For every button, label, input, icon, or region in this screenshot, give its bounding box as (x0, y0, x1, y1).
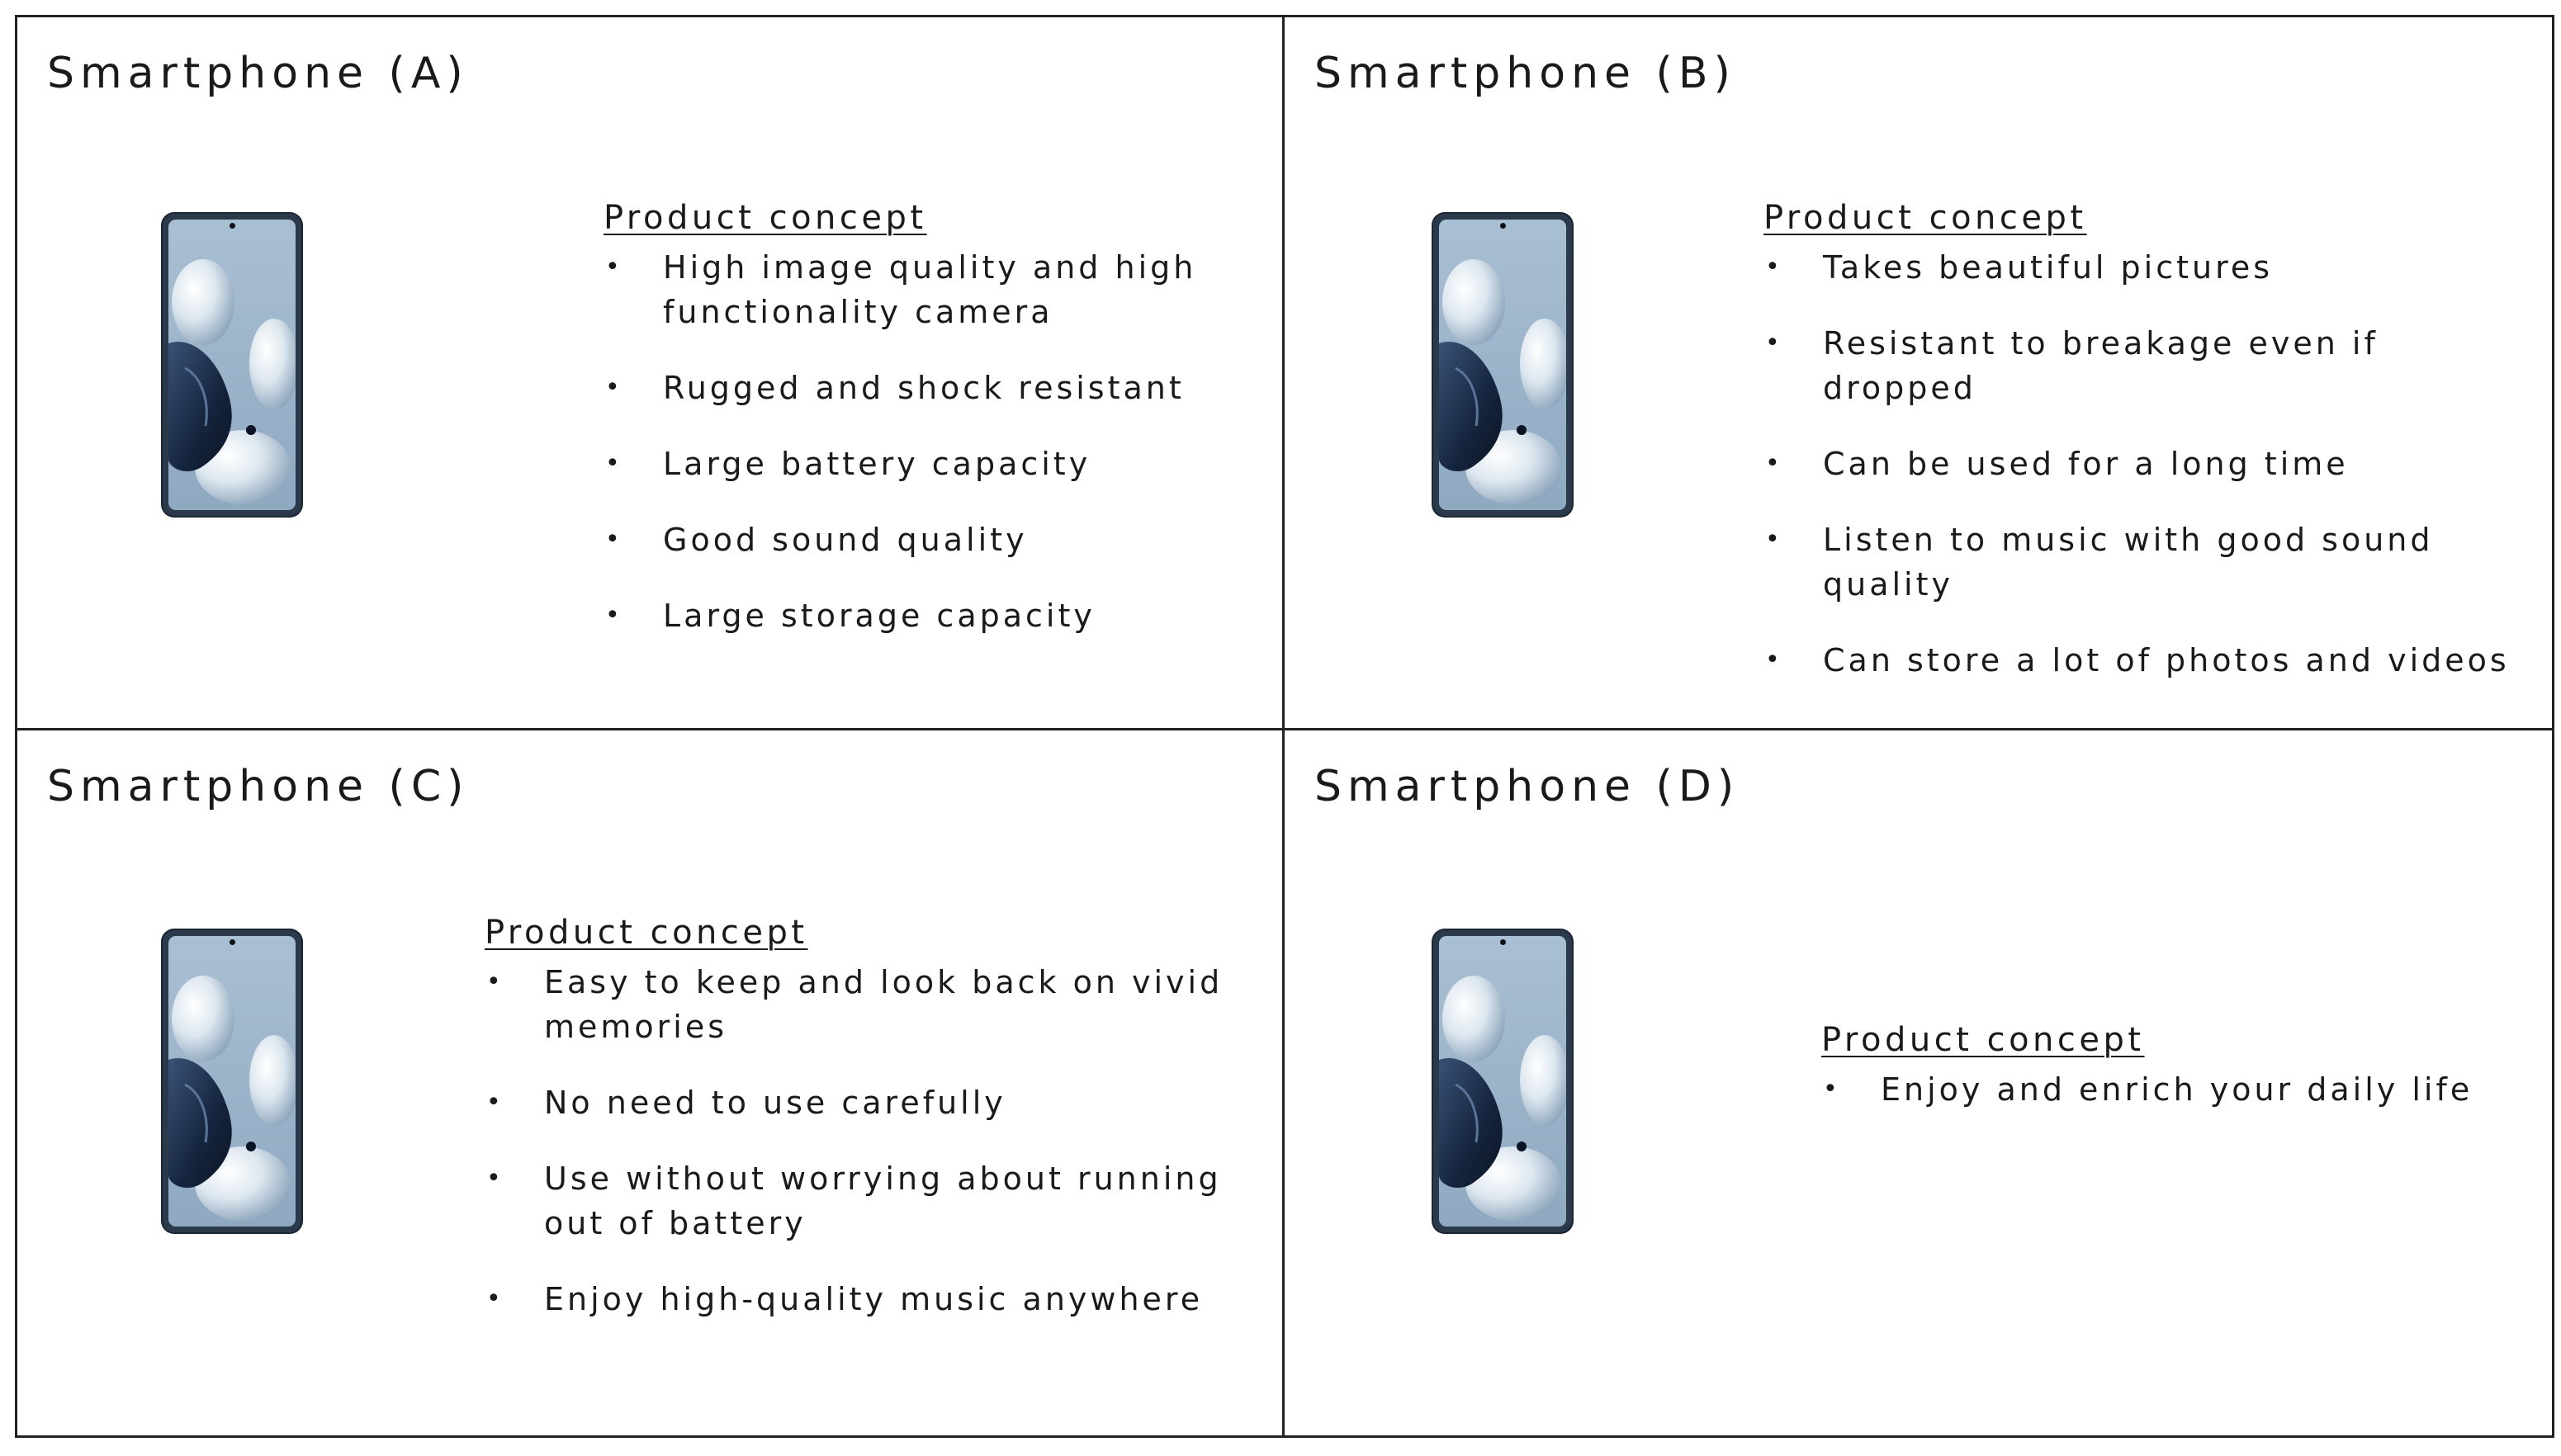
product-concept-block (485, 914, 1228, 1321)
phone-screen-wallpaper (168, 936, 296, 1227)
list-item (604, 245, 1282, 334)
list-item (485, 1080, 1228, 1125)
bullet-icon: • (605, 525, 623, 554)
phone-screen-wallpaper (168, 220, 296, 510)
panel-smartphone-b (1285, 17, 2552, 730)
bullet-icon: • (1765, 449, 1783, 478)
list-item (1763, 638, 2540, 683)
panel-title: Smartphone (D) (1314, 762, 1740, 811)
bullet-icon: • (1765, 329, 1783, 357)
list-item (1821, 1067, 2531, 1112)
front-camera-icon (230, 939, 235, 945)
product-concept-block (604, 199, 1282, 638)
product-concept-heading: Product concept (485, 914, 808, 952)
product-concept-block (1821, 1021, 2531, 1112)
bullet-icon: • (1765, 645, 1783, 674)
list-item (485, 1277, 1228, 1321)
panel-smartphone-d (1285, 730, 2552, 1435)
front-camera-icon (230, 223, 235, 229)
list-item-text: Listen to music with good sound quality (1823, 522, 2434, 603)
phone-screen-wallpaper (1439, 936, 1566, 1227)
smartphone-image (1433, 930, 1572, 1232)
smartphone-image (163, 930, 301, 1232)
list-item-text: Can store a lot of photos and videos (1823, 642, 2510, 678)
bullet-icon: • (605, 601, 623, 630)
list-item (485, 960, 1228, 1049)
list-item-text: No need to use carefully (544, 1085, 1006, 1121)
bullet-icon: • (605, 449, 623, 478)
list-item (1763, 442, 2540, 486)
list-item (1763, 321, 2540, 410)
bullet-icon: • (605, 253, 623, 281)
list-item-text: Resistant to breakage even if dropped (1823, 325, 2379, 406)
bullet-icon: • (1765, 253, 1783, 281)
concept-list (1821, 1067, 2531, 1112)
list-item (604, 593, 1282, 638)
product-concept-heading: Product concept (1763, 199, 2087, 237)
product-concept-block (1763, 199, 2540, 683)
list-item-text: Large battery capacity (663, 446, 1091, 482)
bullet-icon: • (1823, 1075, 1841, 1104)
list-item-text: Use without worrying about running out of battery (544, 1161, 1222, 1241)
smartphone-image (163, 214, 301, 516)
product-concept-heading: Product concept (604, 199, 927, 237)
list-item (604, 518, 1282, 562)
concept-list (604, 245, 1282, 638)
list-item-text: Enjoy and enrich your daily life (1881, 1071, 2473, 1108)
bullet-icon: • (486, 1284, 504, 1313)
panel-smartphone-c (17, 730, 1285, 1435)
product-concept-heading: Product concept (1821, 1021, 2145, 1059)
front-camera-icon (1500, 939, 1506, 945)
smartphone-image (1433, 214, 1572, 516)
bullet-icon: • (1765, 525, 1783, 554)
concept-list (1763, 245, 2540, 683)
panel-title: Smartphone (B) (1314, 49, 1736, 98)
concept-list (485, 960, 1228, 1321)
list-item (1763, 518, 2540, 607)
list-item (485, 1156, 1228, 1246)
list-item (604, 442, 1282, 486)
panel-title: Smartphone (A) (47, 49, 469, 98)
panel-smartphone-a (17, 17, 1285, 730)
list-item (604, 366, 1282, 410)
list-item-text: Takes beautiful pictures (1823, 249, 2274, 286)
phone-screen-wallpaper (1439, 220, 1566, 510)
list-item-text: Can be used for a long time (1823, 446, 2349, 482)
list-item-text: Enjoy high-quality music anywhere (544, 1281, 1204, 1317)
bullet-icon: • (486, 967, 504, 996)
bullet-icon: • (486, 1088, 504, 1117)
bullet-icon: • (605, 373, 623, 402)
list-item-text: Good sound quality (663, 522, 1028, 558)
front-camera-icon (1500, 223, 1506, 229)
list-item-text: Easy to keep and look back on vivid memories (544, 964, 1224, 1045)
panel-title: Smartphone (C) (47, 762, 470, 811)
list-item-text: High image quality and high functionality camera (663, 249, 1197, 330)
list-item-text: Rugged and shock resistant (663, 370, 1185, 406)
bullet-icon: • (486, 1164, 504, 1193)
list-item (1763, 245, 2540, 290)
smartphone-concept-grid (15, 15, 2554, 1438)
list-item-text: Large storage capacity (663, 598, 1096, 634)
